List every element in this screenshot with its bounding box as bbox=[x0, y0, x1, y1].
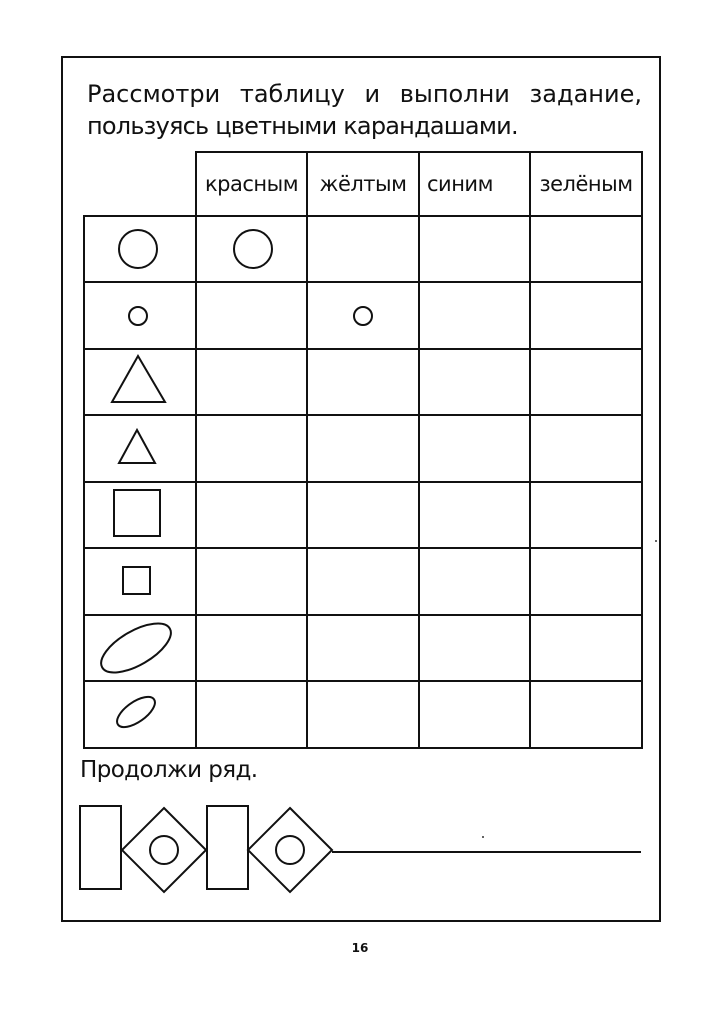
print-speck bbox=[482, 836, 484, 838]
task-instruction-line1: Рассмотри таблицу и выполни задание, bbox=[87, 80, 642, 108]
column-header-yellow: жёлтым bbox=[319, 172, 407, 196]
small-circle-shape bbox=[129, 307, 147, 325]
large-circle-example bbox=[234, 230, 272, 268]
small-circle-example bbox=[354, 307, 372, 325]
pattern-rectangle bbox=[207, 806, 248, 889]
pattern-diamond bbox=[122, 808, 206, 892]
column-header-green: зелёным bbox=[539, 172, 633, 196]
small-ellipse-shape bbox=[112, 691, 160, 733]
task-instruction-line2: пользуясь цветными карандашами. bbox=[87, 112, 518, 140]
small-square-shape bbox=[123, 567, 150, 594]
pattern-title: Продолжи ряд. bbox=[80, 757, 258, 783]
column-header-red: красным bbox=[204, 172, 299, 196]
large-triangle-shape bbox=[112, 356, 165, 402]
small-triangle-shape bbox=[119, 430, 155, 463]
pattern-rectangle bbox=[80, 806, 121, 889]
print-speck bbox=[655, 540, 657, 542]
pattern-diamond bbox=[248, 808, 332, 892]
large-square-shape bbox=[114, 490, 160, 536]
column-header-blue: синим bbox=[427, 172, 493, 196]
page-number: 16 bbox=[351, 941, 369, 955]
pattern-diamond-circle bbox=[150, 836, 178, 864]
pattern-diamond-circle bbox=[276, 836, 304, 864]
large-circle-shape bbox=[119, 230, 157, 268]
large-ellipse-shape bbox=[94, 614, 179, 682]
